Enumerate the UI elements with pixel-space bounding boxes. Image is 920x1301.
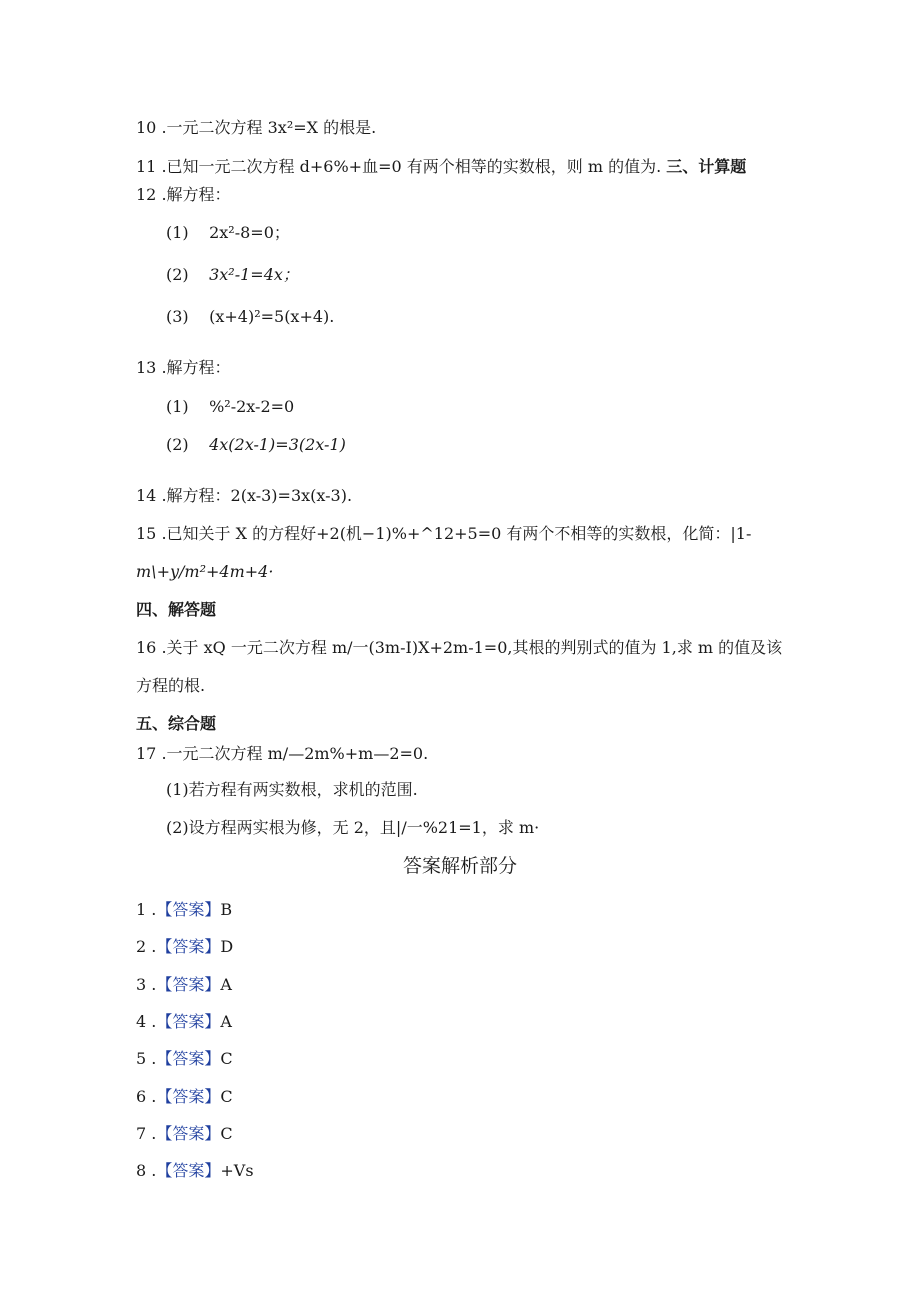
answer-item: 3 .【答案】A	[136, 975, 232, 994]
answer-tag: 【答案】	[156, 1124, 221, 1143]
question-text: m\+y/m²+4m+4·	[136, 562, 274, 581]
question-text: .解方程：	[161, 185, 231, 204]
question-number: 12	[136, 185, 157, 204]
question-number: 16	[136, 638, 157, 657]
answer-tag: 【答案】	[156, 937, 221, 956]
question-text: .关于 xQ 一元二次方程 m/一(3m-I)X+2m-1=0,其根的判别式的值为 1,求 m 的值及该	[161, 638, 783, 657]
sub-item-label: (1)	[166, 397, 189, 416]
answer-tag: 【答案】	[156, 975, 221, 994]
question-number: 17	[136, 744, 157, 763]
question-text: .已知一元二次方程 d+6%+血=0 有两个相等的实数根，则 m 的值为.	[161, 157, 662, 176]
answer-number: 5	[136, 1049, 147, 1068]
answer-value: C	[220, 1124, 233, 1143]
answer-tag: 【答案】	[156, 1049, 221, 1068]
sub-item-label: (3)	[166, 307, 189, 326]
section-heading-4: 四、解答题	[136, 600, 217, 619]
answer-item: 1 .【答案】B	[136, 900, 233, 919]
question-number: 15	[136, 524, 157, 543]
question-number: 13	[136, 358, 157, 377]
answer-item: 2 .【答案】D	[136, 937, 234, 956]
question-number: 11	[136, 157, 157, 176]
sub-item-text: 2x²-8=0；	[209, 223, 290, 242]
sub-item-label: (2)	[166, 265, 189, 284]
sub-item-text: %²-2x-2=0	[209, 397, 295, 416]
answer-tag: 【答案】	[156, 1087, 221, 1106]
section-heading-5: 五、综合题	[136, 714, 217, 733]
answers-title: 答案解析部分	[402, 855, 517, 877]
sub-item-text: 4x(2x-1)=3(2x-1)	[209, 435, 346, 454]
answer-item: 8 .【答案】+Vs	[136, 1161, 254, 1180]
sub-item-text: (2)设方程两实根为修，无 2，且|/一%21=1，求 m·	[166, 818, 540, 837]
sub-item-label: (1)	[166, 223, 189, 242]
answer-value: C	[220, 1049, 233, 1068]
sub-item	[166, 435, 346, 455]
question-text: .解方程：2(x-3)=3x(x-3).	[161, 486, 353, 505]
answer-value: B	[220, 900, 233, 919]
sub-item	[166, 780, 418, 800]
answer-tag: 【答案】	[156, 1161, 221, 1180]
question-12	[136, 185, 231, 205]
sub-item-text: 3x²-1=4x；	[209, 265, 299, 284]
answer-item: 5 .【答案】C	[136, 1049, 233, 1068]
question-number: 14	[136, 486, 157, 505]
answer-value: A	[220, 975, 232, 994]
answer-number: 7	[136, 1124, 147, 1143]
sub-item	[166, 397, 294, 417]
sub-item	[166, 307, 334, 327]
sub-item-text: (1)若方程有两实数根，求机的范围.	[166, 780, 418, 799]
question-text: .一元二次方程 3x²=X 的根是.	[161, 118, 377, 137]
answer-number: 6	[136, 1087, 147, 1106]
question-10	[136, 118, 376, 138]
answer-value: A	[220, 1012, 232, 1031]
question-number: 10	[136, 118, 157, 137]
section-heading-3: 三、计算题	[666, 157, 747, 176]
question-text: .已知关于 X 的方程好+2(机−1)%+^12+5=0 有两个不相等的实数根，化简：|1-	[161, 524, 752, 543]
sub-item-text: (x+4)²=5(x+4).	[209, 307, 335, 326]
question-14	[136, 486, 352, 506]
answer-number: 4	[136, 1012, 147, 1031]
answer-value: C	[220, 1087, 233, 1106]
answer-number: 1	[136, 900, 147, 919]
answer-number: 3	[136, 975, 147, 994]
sub-item	[166, 223, 290, 243]
answer-value: +Vs	[220, 1161, 254, 1180]
answer-number: 2	[136, 937, 147, 956]
question-text: .一元二次方程 m/—2m%+m—2=0.	[161, 744, 429, 763]
answer-item: 4 .【答案】A	[136, 1012, 232, 1031]
question-16-continuation	[136, 676, 205, 696]
question-13	[136, 358, 231, 378]
answer-value: D	[220, 937, 234, 956]
question-15	[136, 524, 751, 544]
sub-item	[166, 265, 299, 285]
answer-item: 6 .【答案】C	[136, 1087, 233, 1106]
sub-item-label: (2)	[166, 435, 189, 454]
question-text: .解方程：	[161, 358, 231, 377]
question-16	[136, 638, 782, 658]
sub-item	[166, 818, 539, 838]
question-17	[136, 744, 428, 764]
question-15-continuation	[136, 562, 273, 582]
question-11	[136, 157, 746, 177]
question-text: 方程的根.	[136, 676, 206, 695]
answer-tag: 【答案】	[156, 1012, 221, 1031]
answer-item: 7 .【答案】C	[136, 1124, 233, 1143]
answer-number: 8	[136, 1161, 147, 1180]
answer-tag: 【答案】	[156, 900, 221, 919]
